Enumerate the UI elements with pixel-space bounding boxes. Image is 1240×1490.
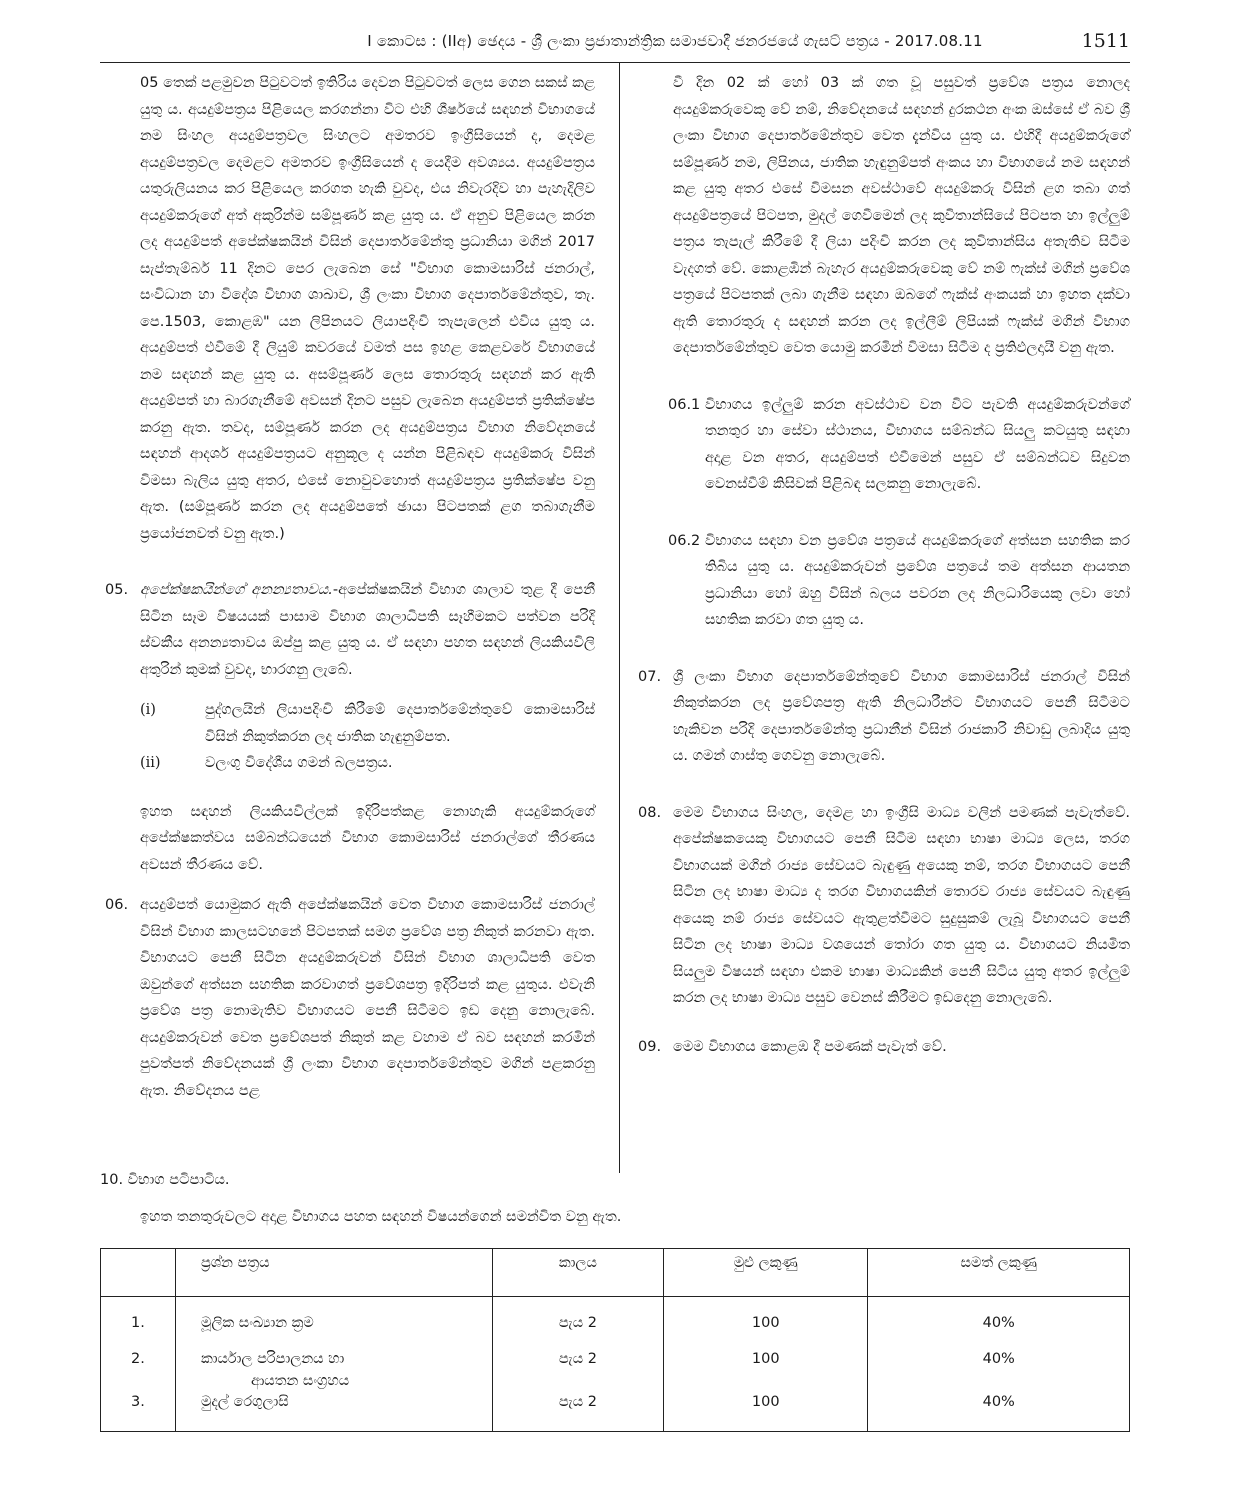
table-row [101, 1347, 1130, 1390]
section-heading: අපේක්ෂකයින්ගේ අනන්‍යතාවය. [140, 582, 333, 598]
gazette-header-title: I කොටස : (IIඅ) ඡෙදය - ශ්‍රී ලංකා ප්‍රජාතාන්ත්‍රික සමාජවාදී ජනරජයේ ගැසට් පත්‍රය - 2017.08.11 [367, 32, 983, 50]
list-number: (ii) [140, 755, 161, 771]
section-number: 09. [638, 1038, 662, 1055]
table-row [101, 1390, 1130, 1432]
row-paper: කාර්යාල පරිපාලනය හා [200, 1351, 345, 1367]
list-item [140, 750, 595, 777]
table-header-row [101, 1249, 1130, 1297]
continued-paragraph-right: වී දින 02 ක් හෝ 03 ක් ගත වූ පසුවත් ප්‍රවේශ පත්‍රය නොලද අයදුම්කරුවෙකු වේ නම්, නිවේදනයේ සඳහන් දුරකථන අංක ඔස්සේ ඒ බව ශ්‍රී ලංකා විභාග දෙපාර්තමේන්තුව වෙත දැන්විය යුතු ය. එහිදී අයදුම්කරුගේ සම්පූර්ණ නම, ලිපිනය, ජාතික හැඳුනුම්පත් අංකය හා විභාගයේ නම සඳහන් කළ යුතු අතර එසේ විමසන අවස්ථාවේ අයදුම්කරු විසින් ළග තබා ගත් අයදුම්පත්‍රයේ පිටපත, මුදල් ගෙවීමෙන් ලද කුවිතාන්සියේ පිටපත හා ඉල්ලුම් පත්‍රය තැපැල් කිරීමේ දී ලියා පදිංචි කරන ලද කුවිතාන්සිය අතැතිව සිටීම වැදගත් වේ. කොළඹින් බැහැර අයදුම්කරුවෙකු වේ නම් ෆැක්ස් මගින් ප්‍රවේශ පත්‍රයේ පිටපතක් ලබා ගැනීම සඳහා ඔබගේ ෆැක්ස් අංකයක් හා ඉහත දක්වා ඇති තොරතුරු ද සඳහන් කරන ලද ඉල්ලීම් ලිපියක් ෆැක්ස් මගින් විභාග දෙපාර්තමේන්තුව වෙත යොමු කරමින් විමසා සිටීම ද ප්‍රතිඵලදායී වනු ඇත. [673, 75, 1130, 356]
page-header [100, 30, 1130, 60]
row-total-marks: 100 [664, 1390, 868, 1432]
section-text: මෙම විභාගය සිංහල, දෙමළ හා ඉංග්‍රීසි මාධ්‍ය වලින් පමණක් පැවැත්වේ. අපේක්ෂකයෙකු විභාගයට පෙනී සිටීම සඳහා භාෂා මාධ්‍ය ලෙස, තරග විභාගයක් මගින් රාජ්‍ය සේවයට බැඳුණු අයෙකු නම්, තරග විභාගයට පෙනී සිටින ලද භාෂා මාධ්‍ය ද තරග විභාගයකින් තොරව රාජ්‍ය සේවයට බැඳුණු අයෙකු නම් රාජ්‍ය සේවයට ඇතුළත්වීමට සුදුසුකම් ලැබූ විභාගයට පෙනී සිටින ලද භාෂා මාධ්‍ය වශයෙන් තෝරා ගත යුතු ය. විභාගයට නියමිත සියලුම විෂයන් සඳහා එකම භාෂා මාධ්‍යකින් පෙනී සිටිය යුතු අතර ඉල්ලුම් කරන ලද භාෂා මාධ්‍ය පසුව වෙනස් කිරීමට ඉඩදෙනු නොලැබේ. [673, 804, 1130, 1006]
section-10-intro: ඉහත තනතුරුවලට අදාළ විභාගය පහත සඳහන් විෂයන්ගෙන් සමන්විත වනු ඇත. [140, 1209, 622, 1225]
exam-papers-table [100, 1248, 1130, 1432]
right-column [638, 70, 1130, 1060]
section-06-1 [638, 392, 1130, 498]
section-text: ශ්‍රී ලංකා විභාග දෙපාර්තමේන්තුවේ විභාග කොමසාරිස් ජනරාල් විසින් නිකුත්කරන ලද ප්‍රවේශපත්‍ර ඇති නිලධාරීන්ට විභාගයට පෙනී සිටීමට හැකිවන පරිදි දෙපාර්තමේන්තු ප්‍රධානීන් විසින් රාජකාරි නිවාඩු ලබාදිය යුතු ය. ගමන් ගාස්තු ගෙවනු නොලැබේ. [673, 668, 1130, 764]
section-number: 06. [105, 897, 129, 913]
row-time: පැය 2 [492, 1311, 663, 1347]
section-05 [105, 577, 595, 683]
page-number: 1511 [1081, 30, 1130, 52]
section-number: 07. [638, 668, 662, 685]
section-06-2 [638, 528, 1130, 634]
row-number: 1. [101, 1311, 176, 1347]
section-number: 05. [105, 582, 129, 598]
row-number: 2. [101, 1347, 176, 1390]
section-09 [638, 1034, 1130, 1061]
row-pass-marks: 40% [868, 1311, 1130, 1347]
header-pass-marks: සමත් ලකුණු [868, 1249, 1130, 1297]
header-time: කාලය [492, 1249, 663, 1297]
header-paper: ප්‍රශ්න පත්‍රය [175, 1249, 492, 1297]
row-paper: මූලික සංඛ්‍යාන ක්‍රම [175, 1311, 492, 1347]
section-text: විභාගය ඉල්ලුම් කරන අවස්ථාව වන විට පැවති අයදුම්කරුවන්ගේ තනතුර හා සේවා ස්ථානය, විභාගය සම්බන්ධ සියලු කටයුතු සඳහා අදාළ වන අතර, අයදුම්පත් එවීමෙන් පසුව ඒ සම්බන්ධව සිදුවන වෙනස්වීම් කිසිවක් පිළිබඳ සලකනු නොලැබේ. [705, 396, 1130, 492]
section-number: 06.2 [668, 532, 701, 549]
row-total-marks: 100 [664, 1311, 868, 1347]
list-number: (i) [140, 702, 156, 718]
row-time: පැය 2 [492, 1390, 663, 1432]
section-07 [638, 664, 1130, 770]
row-number: 3. [101, 1390, 176, 1432]
row-paper: මුදල් රෙගුලාසි [175, 1390, 492, 1432]
header-total-marks: මුළු ලකුණු [664, 1249, 868, 1297]
row-pass-marks: 40% [868, 1347, 1130, 1390]
section-08 [638, 800, 1130, 1012]
table-row [101, 1311, 1130, 1347]
column-divider [619, 63, 620, 1173]
list-text: වලංගු විදේශීය ගමන් බලපත්‍රය. [205, 755, 393, 771]
list-item [140, 697, 595, 750]
list-text: පුද්ගලයින් ලියාපදිංචි කිරීමේ දෙපාර්තමේන්තුවේ කොමසාරිස් විසින් නිකුත්කරන ලද ජාතික හැඳුනුම්පත. [205, 702, 595, 745]
header-rule [100, 62, 1130, 63]
section-05-note: ඉහත සඳහන් ලියකියවිල්ලක් ඉදිරිපත්කළ නොහැකි අයදුම්කරුගේ අපේක්ෂකත්වය සම්බන්ධයෙන් විභාග කොමසාරිස් ජනරාල්ගේ තීරණය අවසන් තීරණය වේ. [140, 803, 595, 873]
section-text: -අපේක්ෂකයින් විභාග ශාලාව තුළ දී පෙනී සිටින සෑම විෂයයක් පාසාම විභාග ශාලාධිපති සෑහීමකට පත්වන පරිදි ස්වකීය අනන්‍යතාවය ඔප්පු කළ යුතු ය. ඒ සඳහා පහත සඳහන් ලියකියවිලි අතුරින් කුමක් වුවද, භාරගනු ලැබේ. [140, 582, 595, 678]
row-paper-cell [175, 1347, 492, 1390]
header-number [101, 1249, 176, 1297]
section-number: 08. [638, 804, 662, 821]
section-text: මෙම විභාගය කොළඹ දී පමණක් පැවැත් වේ. [673, 1038, 947, 1055]
section-06 [105, 892, 595, 1104]
row-total-marks: 100 [664, 1347, 868, 1390]
continued-paragraph-left: 05 තෙක් පළමුවන පිටුවටත් ඉතිරිය දෙවන පිටුවටත් ලෙස ගෙන සකස් කළ යුතු ය. අයදුම්පත්‍රය පිළියෙල කරගන්නා විට එහි ශීර්ෂයේ සඳහන් විභාගයේ නම සිංහල අයදුම්පත්‍රවල සිංහලට අමතරව ඉංග්‍රීසියෙන් ද, දෙමළ අයදුම්පත්‍රවල දෙමළට අමතරව ඉංග්‍රීසියෙන් ද යෙදීම අවශ්‍යය. අයදුම්පත්‍රය යතුරුලියනය කර පිළියෙල කරගත හැකි වුවද, එය නිවැරදිව හා පැහැදිලිව අයදුම්කරුගේ අත් අකුරින්ම සම්පූර්ණ කළ යුතු ය. ඒ අනුව පිළියෙල කරන ලද අයදුම්පත් අපේක්ෂකයින් විසින් දෙපාර්තමේන්තු ප්‍රධානියා මගින් 2017 සැප්තැම්බර් 11 දිනට පෙර ලැබෙන සේ "විභාග කොමසාරිස් ජනරාල්, සංවිධාන හා විදේශ විභාග ශාඛාව, ශ්‍රී ලංකා විභාග දෙපාර්තමේන්තුව, තැ. පෙ.1503, කොළඹ" යන ලිපිනයට ලියාපදිංචි තැපැලෙන් එවිය යුතු ය. අයදුම්පත් එවීමේ දී ලියුම් කවරයේ වමත් පස ඉහළ කෙළවරේ විභාගයේ නම සඳහන් කළ යුතු ය. අසම්පූර්ණ ලෙස තොරතුරු සඳහන් කර ඇති අයදුම්පත් හා බාරගැනීමේ අවසන් දිනට පසුව ලැබෙන අයදුම්පත් ප්‍රතික්ෂේප කරනු ඇත. තවද, සම්පූර්ණ කරන ලද අයදුම්පත්‍රය විභාග නිවේදනයේ සඳහන් ආදර්ශ අයදුම්පත්‍රයට අනුකූල ද යන්න පිළිබඳව අයදුම්කරු විසින් විමසා බැලිය යුතු අතර, එසේ නොවුවහොත් අයදුම්පත්‍රය ප්‍රතික්ෂේප වනු ඇත. (සම්පූර්ණ කරන ලද අයදුම්පතේ ඡායා පිටපතක් ළග තබාගැනීම ප්‍රයෝජනවත් වනු ඇත.) [140, 75, 595, 542]
left-column [105, 70, 595, 1104]
section-number: 06.1 [668, 396, 701, 413]
row-paper-continued: ආයතන සංග්‍රහය [250, 1373, 350, 1389]
section-10-heading: 10. විභාග පටිපාටිය. [100, 1172, 230, 1188]
row-pass-marks: 40% [868, 1390, 1130, 1432]
table-spacer-row [101, 1297, 1130, 1312]
section-text: විභාගය සඳහා වන ප්‍රවේශ පත්‍රයේ අයදුම්කරුගේ අත්සන සහතික කර තිබිය යුතු ය. අයදුම්කරුවන් ප්‍රවේශ පත්‍රයේ තම අත්සන ආයතන ප්‍රධානියා හෝ ඔහු විසින් බලය පවරන ලද නිලධාරියෙකු ලවා හෝ සහතික කරවා ගත යුතු ය. [705, 532, 1130, 628]
row-time: පැය 2 [492, 1347, 663, 1390]
section-text: අයදුම්පත් යොමුකර ඇති අපේක්ෂකයින් වෙත විභාග කොමසාරිස් ජනරාල් විසින් විභාග කාලසටහනේ පිටපතක් සමග ප්‍රවේශ පත්‍ර නිකුත් කරනවා ඇත. විභාගයට පෙනී සිටින අයදුම්කරුවන් විසින් විභාග ශාලාධිපති වෙත ඔවුන්ගේ අත්සන සහතික කරවාගත් ප්‍රවේශපත්‍ර ඉදිරිපත් කළ යුතුය. එවැනි ප්‍රවේශ පත්‍ර නොමැතිව විභාගයට පෙනී සිටීමට ඉඩ දෙනු නොලැබේ. අයදුම්කරුවන් වෙත ප්‍රවේශපත් නිකුත් කළ වහාම ඒ බව සඳහන් කරමින් පුවත්පත් නිවේදනයක් ශ්‍රී ලංකා විභාග දෙපාර්තමේන්තුව මගින් පළකරනු ඇත. නිවේදනය පළ [140, 897, 595, 1099]
